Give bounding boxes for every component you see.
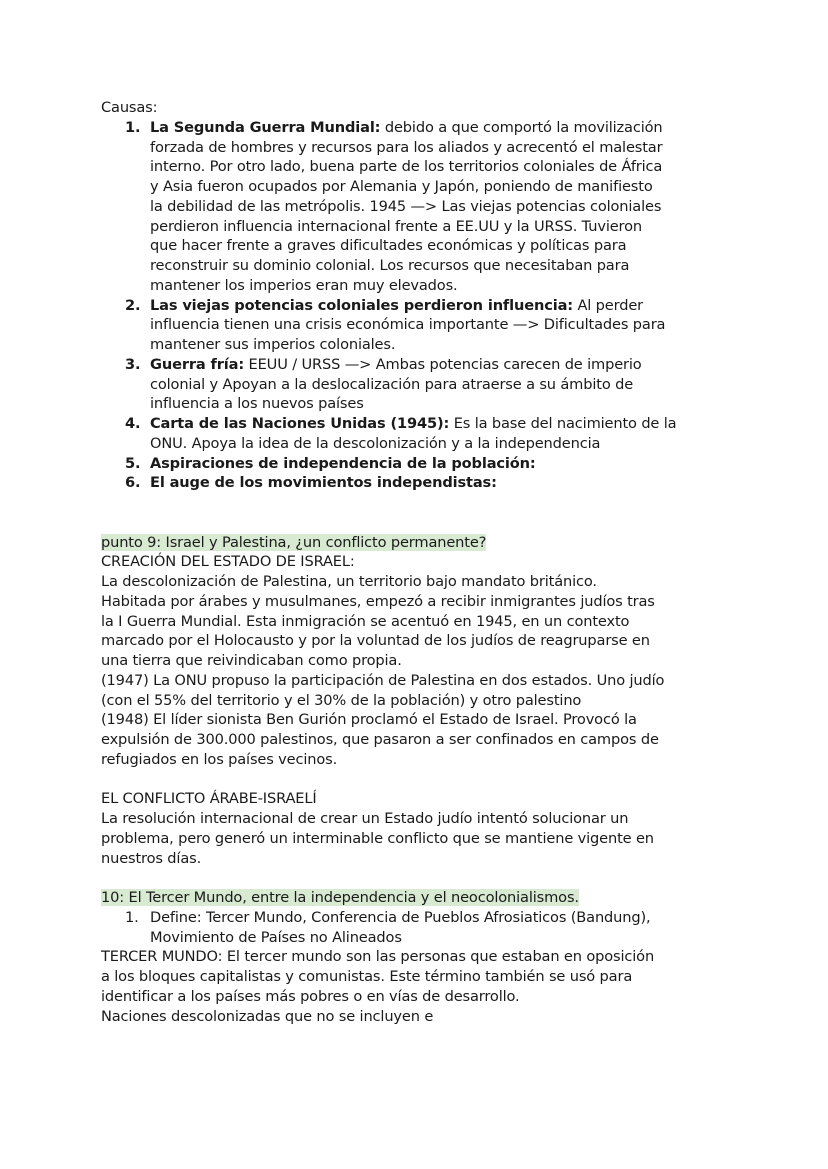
causa-item-6 — [101, 473, 741, 493]
causas-heading: Causas: — [101, 99, 158, 116]
paragraph-line: Naciones descolonizadas que no se incluyen e — [101, 1007, 434, 1025]
causa-title: Carta de las Naciones Unidas (1945): — [150, 415, 450, 432]
causa-title: El auge de los movimientos independistas: — [150, 474, 497, 492]
paragraph-line: identificar a los países más pobres o en vías de desarrollo. — [101, 987, 520, 1005]
list-number: 6. — [125, 474, 141, 492]
spacer — [101, 868, 741, 888]
paragraph-line: (con el 55% del territorio y el 30% de la población) y otro palestino — [101, 691, 582, 709]
punto10-heading: 10: El Tercer Mundo, entre la independencia y el neocolonialismos. — [101, 889, 579, 906]
causa-text: la debilidad de las metrópolis. 1945 —> Las viejas potencias coloniales — [150, 197, 662, 215]
causa-text: influencia a los nuevos países — [150, 395, 364, 413]
causa-item-1 — [101, 118, 741, 296]
causa-text: que hacer frente a graves dificultades económicas y políticas para — [150, 237, 627, 255]
causa-text: debido a que comportó la movilización — [380, 118, 663, 136]
causa-text: EEUU / URSS —> Ambas potencias carecen de imperio — [244, 355, 642, 373]
causa-title: La Segunda Guerra Mundial: — [150, 118, 381, 136]
causa-title: Aspiraciones de independencia de la población: — [150, 454, 536, 472]
paragraph-line: nuestros días. — [101, 849, 202, 867]
causa-text: interno. Por otro lado, buena parte de los territorios coloniales de África — [150, 158, 663, 176]
define-item-1 — [101, 908, 741, 948]
list-number: 3. — [125, 355, 141, 373]
causa-text: Es la base del nacimiento de la — [449, 415, 677, 432]
paragraph-line: marcado por el Holocausto y por la voluntad de los judíos de reagruparse en — [101, 632, 650, 650]
causa-text: reconstruir su dominio colonial. Los recursos que necesitaban para — [150, 257, 630, 274]
define-text: Movimiento de Países no Alineados — [150, 928, 402, 946]
conflict-heading: EL CONFLICTO ÁRABE-ISRAELÍ — [101, 790, 317, 808]
paragraph-line: (1947) La ONU propuso la participación de Palestina en dos estados. Uno judío — [101, 671, 665, 689]
causa-text: mantener sus imperios coloniales. — [150, 336, 396, 353]
paragraph-line: refugiados en los países vecinos. — [101, 750, 338, 768]
tercer-mundo-paragraph — [101, 947, 741, 1026]
causa-item-2 — [101, 296, 741, 355]
causa-item-3 — [101, 355, 741, 414]
causa-text: ONU. Apoya la idea de la descolonización y a la independencia — [150, 434, 601, 452]
punto9-heading: punto 9: Israel y Palestina, ¿un conflicto permanente? — [101, 533, 487, 551]
punto10-list — [101, 908, 741, 948]
list-number: 1. — [125, 908, 139, 926]
paragraph-line: a los bloques capitalistas y comunistas. Este término también se usó para — [101, 968, 633, 985]
tercer-mundo-label: TERCER MUNDO: — [101, 948, 223, 966]
causa-text: influencia tienen una crisis económica importante —> Dificultades para — [150, 316, 666, 334]
paragraph-line: la I Guerra Mundial. Esta inmigración se acentuó en 1945, en un contexto — [101, 612, 630, 630]
list-number: 2. — [125, 296, 141, 314]
causa-title: Las viejas potencias coloniales perdieron influencia: — [150, 296, 573, 314]
conflict-paragraph — [101, 809, 741, 868]
paragraph-line: El tercer mundo son las personas que estaban en oposición — [222, 948, 655, 966]
causa-text: y Asia fueron ocupados por Alemania y Japón, poniendo de manifiesto — [150, 178, 653, 195]
causa-text: forzada de hombres y recursos para los aliados y acrecentó el malestar — [150, 138, 663, 156]
paragraph-line: una tierra que reivindicaban como propia. — [101, 652, 402, 669]
define-text: Define: Tercer Mundo, Conferencia de Pueblos Afrosiaticos (Bandung), — [150, 908, 651, 926]
paragraph-line: (1948) El líder sionista Ben Gurión proclamó el Estado de Israel. Provocó la — [101, 711, 637, 729]
spacer — [101, 770, 741, 790]
causa-text: perdieron influencia internacional frente a EE.UU y la URSS. Tuvieron — [150, 217, 642, 235]
israel-creation-heading: CREACIÓN DEL ESTADO DE ISRAEL: — [101, 553, 355, 571]
causa-title: Guerra fría: — [150, 355, 245, 373]
causa-text: colonial y Apoyan a la deslocalización para atraerse a su ámbito de — [150, 375, 634, 393]
paragraph-line: expulsión de 300.000 palestinos, que pasaron a ser confinados en campos de — [101, 731, 659, 748]
paragraph-line: problema, pero generó un interminable conflicto que se mantiene vigente en — [101, 829, 654, 847]
paragraph-line: La descolonización de Palestina, un territorio bajo mandato británico. — [101, 573, 597, 590]
list-number: 4. — [125, 415, 141, 432]
causa-item-5 — [101, 454, 741, 474]
causa-text: mantener los imperios eran muy elevados. — [150, 276, 458, 294]
causa-item-4 — [101, 414, 741, 454]
israel-creation-paragraph — [101, 572, 741, 770]
causa-text: Al perder — [572, 296, 643, 314]
list-number: 1. — [125, 118, 141, 136]
paragraph-line: Habitada por árabes y musulmanes, empezó a recibir inmigrantes judíos tras — [101, 592, 655, 610]
spacer — [101, 493, 741, 533]
list-number: 5. — [125, 454, 141, 472]
paragraph-line: La resolución internacional de crear un Estado judío intentó solucionar un — [101, 810, 629, 827]
causas-list — [101, 118, 741, 493]
document-page — [101, 98, 741, 1026]
